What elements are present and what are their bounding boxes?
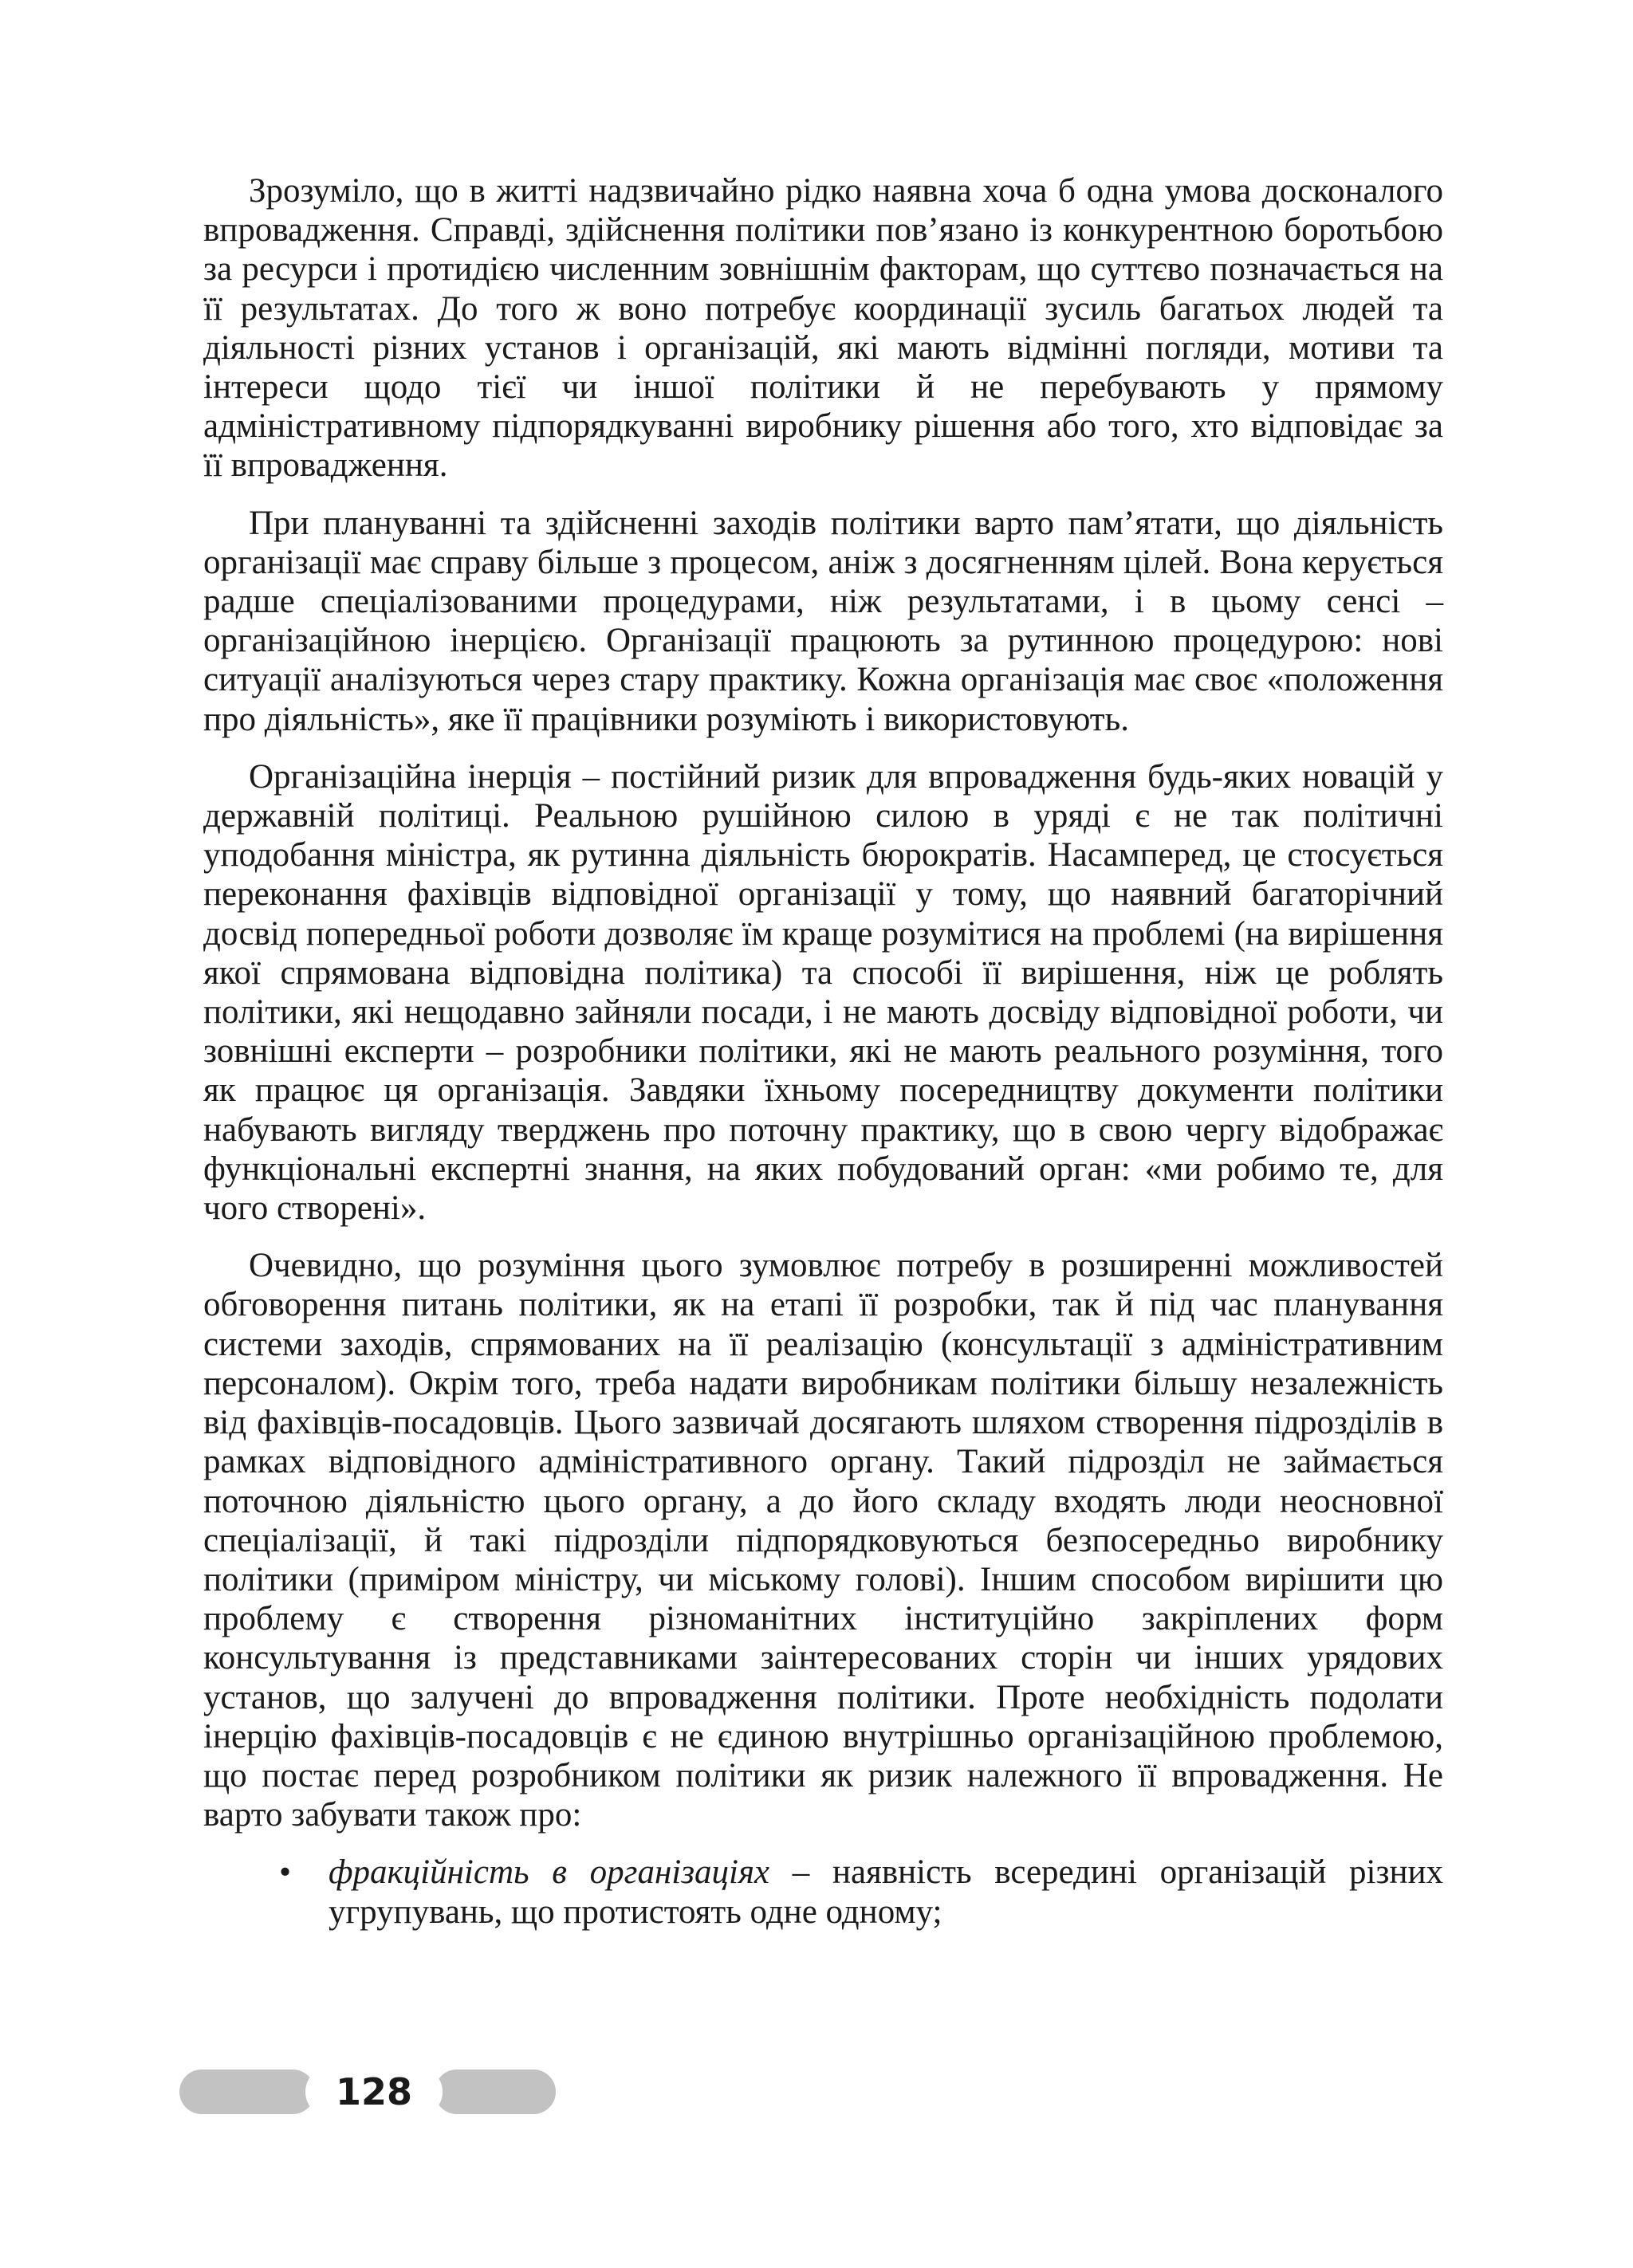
main-text [203,171,1443,1932]
page-number: 128 [305,2066,443,2117]
page-footer [179,2070,556,2114]
list-item [279,1853,1444,1931]
paragraph: Очевидно, що розуміння цього зумовлює потребу в розширенні можливостей обговорення питань політики, як на етапі її розробки, так й під час планування системи заходів, спрямованих на її реалізацію (консультації з адміністративним персоналом). Окрім того, треба надати виробникам політики більшу незалежність від фахівців-посадовців. Цього зазвичай досягають шляхом створення підрозділів в рамках відповідного адміністративного органу. Такий підрозділ не займається поточною діяльністю цього органу, а до його складу входять люди неосновної спеціалізації, й такі підрозділи підпорядковуються безпосередньо виробнику політики (приміром міністру, чи міському голові). Іншим способом вирішити цю проблему є створення різноманітних інституційно закріплених форм консультування із представниками заінтересованих сторін чи інших урядових установ, що залучені до впровадження політики. Проте необхідність подолати інерцію фахівців-посадовців є не єдиною внутрішньо організаційною проблемою, що постає перед розробником політики як ризик належного її впровадження. Не варто забувати також про: [203,1247,1443,1834]
paragraph: Зрозуміло, що в житті надзвичайно рідко наявна хоча б одна умова досконалого впровадження. Справді, здійснення політики пов’язано із конкурентною боротьбою за ресурси і протидією численним зовнішнім факторам, що суттєво позначається на її результатах. До того ж воно потребує координації зусиль багатьох людей та діяльності різних установ і організацій, які мають відмінні погляди, мотиви та інтереси щодо тієї чи іншої політики й не перебувають у прямому адміністративному підпорядкуванні виробнику рішення або того, хто відповідає за її впровадження. [203,172,1443,485]
bullet-list [203,1853,1443,1931]
paragraph: При плануванні та здійсненні заходів політики варто пам’ятати, що діяльність організації має справу більше з процесом, аніж з досягненням цілей. Вона керується радше спеціалізованими процедурами, ніж результатами, і в цьому сенсі – організаційною інерцією. Організації працюють за рутинною процедурою: нові ситуації аналізуються через стару практику. Кожна організація має своє «положення про діяльність», яке її працівники розуміють і використовують. [203,504,1443,738]
paragraph: Організаційна інерція – постійний ризик для впровадження будь-яких новацій у державній політиці. Реальною рушійною силою в уряді є не так політичні уподобання міністра, як рутинна діяльність бюрократів. Насамперед, це стосується переконання фахівців відповідної організації у тому, що наявний багаторічний досвід попередньої роботи дозволяє їм краще розумітися на проблемі (на вирішення якої спрямована відповідна політика) та способі її вирішення, ніж це роблять політики, які нещодавно зайняли посади, і не мають досвіду відповідної роботи, чи зовнішні експерти – розробники політики, які не мають реального розуміння, того як працює ця організація. Завдяки їхньому посередництву документи політики набувають вигляду тверджень про поточну практику, що в свою чергу відображає функціональні експертні знання, на яких побудований орган: «ми робимо те, для чого створені». [203,757,1443,1228]
footer-bar-right [435,2070,556,2114]
bullet-icon: • [279,1853,292,1892]
bullet-term: фракційність в організаціях [329,1853,770,1892]
bullet-text: – наявність всередині організацій різних угрупувань, що протистоять одне одному; [329,1853,1444,1931]
footer-bar-left [179,2070,315,2114]
